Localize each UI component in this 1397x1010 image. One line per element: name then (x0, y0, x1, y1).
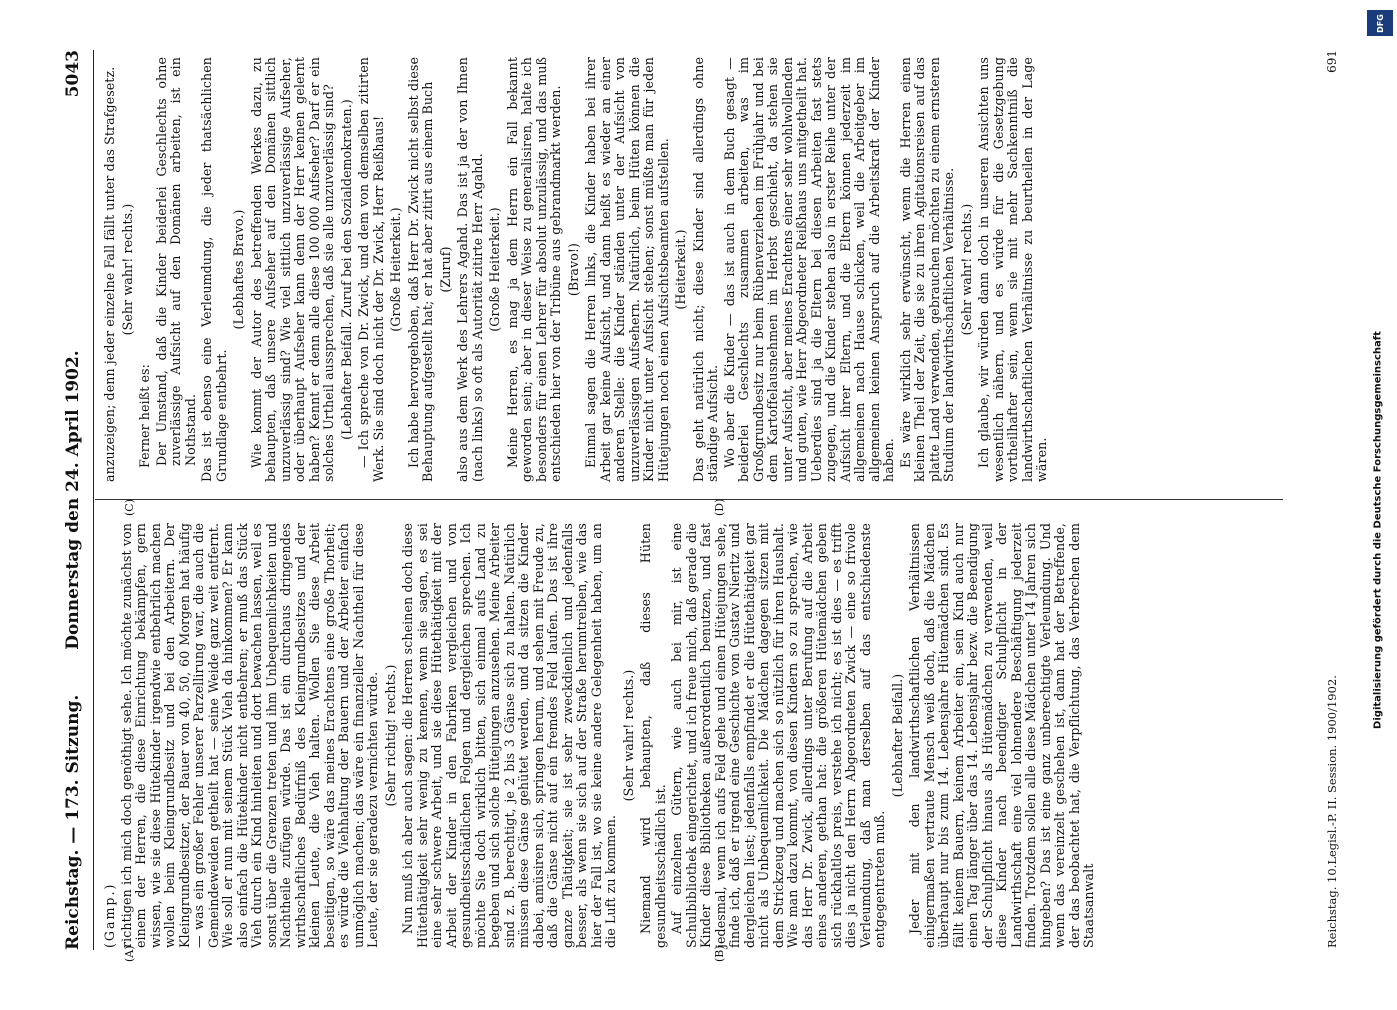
column-divider (95, 499, 1283, 500)
paragraph: Der Umstand, daß die Kinder beiderlei Geschlechts ohne zuverlässige Aufsicht auf den Domänen arbeiten, ist ein Nothstand. (153, 57, 198, 466)
paragraph: Einmal sagen die Herren links, die Kinder haben bei ihrer Arbeit gar keine Aufsicht, und dann heißt es wieder an einer anderen Stelle: die Kinder ständen unter der Aufsicht von unzuverlässigen Aufsehern. Natürlich, beim Hüten können die Kinder nicht unter Aufsicht stehen; sonst müßte man für jeden Hütejungen noch einen Aufsichtsbeamten aufstellen. (583, 57, 671, 482)
paragraph: Nun muß ich aber auch sagen: die Herren scheinen doch diese Hütethätigkeit sehr wenig zu kennen, wenn sie sagen, es sei eine sehr schwere Arbeit, und sie diese Hütethätigkeit mit der Arbeit der Kinder in den Fabriken vergleichen und von gesundheitsschädlichen Folgen und dergleichen sprechen. Ich möchte Sie doch wirklich bitten, sich einmal aufs Land zu begeben und sich solche Hütejungen anzusehen. Meine Arbeiter sind z. B. berechtigt, je 2 bis 3 Gänse sich zu halten. Natürlich müssen diese Gänse gehütet werden, und da sitzen die Kinder dabei, amüsiren sich, springen herum, und sehen mit Freude zu, daß die Gänse nicht auf ein fremdes Feld laufen. Das ist ihre ganze Thätigkeit; sie ist sehr zweckdienlich und jedenfalls besser, als wenn sie sich auf der Straße herumtreiben, wie das hier der Fall ist, wo sie keine andere Gelegenheit haben, um an die Luft zu kommen. (400, 523, 618, 948)
dfg-logo-icon (1367, 10, 1393, 36)
interjection: (Lebhafter Beifall.) (889, 673, 905, 798)
digitization-note (1365, 50, 1391, 1010)
paragraph: — Ich spreche von Dr. Zwick, und dem von demselben zitirten Werk. Sie sind doch nicht der Dr. Zwick, Herr Reißhaus! (356, 57, 386, 482)
digitization-note-text: Digitalisierung gefördert durch die Deutsche Forschungsgemeinschaft (1372, 331, 1384, 729)
paragraph: Das ist ebenso eine Verleumdung, die jeder thatsächlichen Grundlage entbehrt. (199, 57, 229, 482)
paragraph: Ich glaube, wir würden dann doch in unseren Ansichten uns wesentlich nähern, und es würde für die Gesetzgebung vortheilhafter sein, wenn sie mit mehr Sachkenntniß die landwirthschaftlichen Verhältnisse zu beurtheilen in der Lage wären. (976, 57, 1049, 482)
margin-mark-b: (B) (713, 945, 726, 962)
page-header (63, 50, 93, 950)
interjection: (Große Heiterkeit.) (487, 207, 502, 332)
interjection: (Sehr wahr! rechts.) (958, 203, 974, 336)
interjection: (Lebhaftes Bravo.) (231, 209, 246, 330)
rotated-page (53, 40, 1343, 960)
paragraph: Wo aber die Kinder — das ist auch in dem Buch gesagt — beiderlei Geschlechts zusammen arbeiten, was im Großgrundbesitz nur beim Rübenverziehen im Frühjahr und bei dem Kartoffelausnehmen im Herbst geschieht, da stehen sie unter Aufsicht, aber meines Erachtens einer sehr wohlwollenden und guten, wie Herr Abgeordneter Reißhaus uns mitgetheilt hat. Ueberdies sind ja die Eltern bei diesen Arbeiten fast stets zugegen, und die Kinder stehen also in erster Reihe unter der Aufsicht ihrer Eltern, und die Eltern können jederzeit im allgemeinen nach Hause schicken, weil die Arbeitgeber im allgemeinen keinen Anspruch auf die Arbeitskraft der Kinder haben. (721, 57, 896, 482)
header-rule (93, 50, 94, 950)
right-column (103, 57, 1052, 482)
paragraph: Wie kommt der Autor des betreffenden Werkes dazu, zu behaupten, daß unsere Aufseher auf den Domänen sittlich unzuverlässig sind? Wie viel sittlich unzuverlässige Aufseher, oder überhaupt Aufseher kann denn der Herr kennen gelernt haben? Kennt er denn alle diese 100 000 Aufseher? Darf er ein solches Urtheil aussprechen, daß sie alle unzuverlässig sind? (248, 57, 336, 482)
paragraph: anzuzeigen; denn jeder einzelne Fall fällt unter das Strafgesetz. (102, 66, 117, 482)
interjection: (Lebhafter Beifall. Zuruf bei den Sozialdemokraten.) (338, 99, 354, 440)
paragraph: Niemand wird behaupten, daß dieses Hüten gesundheitsschädlich ist. (638, 523, 668, 948)
paragraph: also aus dem Werk des Lehrers Agahd. Das ist ja der von Ihnen (nach links) so oft als Autorität zitirte Herr Agahd. (455, 57, 485, 482)
paragraph: Ferner heißt es: (137, 364, 152, 468)
footer-sheet-number: 691 (1325, 50, 1339, 73)
margin-mark-c: (C) (123, 499, 136, 516)
paragraph: richtigen ich mich doch genöthigt sehe. Ich möchte zunächst von einem der Herren, die diese Einrichtung bekämpfen, gern wissen, wie sie diese Hütekinder irgendwie entbehrlich machen wollen beim Kleingrundbesitz und bei den Arbeitern. Der Kleingrundbesitzer, der Bauer von 40, 50, 60 Morgen hat häufig — was ein großer Fehler unserer Parzellirung war, die auch die Gemeindeweiden getheilt hat — seine Weide ganz weit entfernt. Wie soll er nun mit seinem Stück Vieh da hinkommen? Er kann also einfach die Hütekinder nicht entbehren; er muß das Stück Vieh durch ein Kind hinleiten und dort bewachen lassen, weil es sonst über die Grenzen treten und ihm Unbequemlichkeiten und Nachtheile zufügen würde. Das ist ein durchaus dringendes wirthschaftliches Bedürfniß des Kleingrundbesitzes und der kleinen Leute, die Vieh halten. Wollen Sie diese Arbeit beseitigen, so wäre das meines Erachtens eine große Thorheit; es würde die Viehhaltung der Bauern und der Arbeiter einfach unmöglich machen; das wäre ein finanzieller Nachtheil für diese Leute, der sie geradezu vernichten würde. (118, 523, 380, 948)
left-column (103, 523, 1099, 948)
speaker-name: (Gamp.) (102, 882, 117, 948)
header-date: Donnerstag den 24. April 1902. (63, 350, 83, 650)
header-session: Reichstag. — 173. Sitzung. (63, 694, 83, 950)
margin-mark-a: (A) (123, 945, 136, 962)
paragraph: Das geht natürlich nicht; diese Kinder sind allerdings ohne ständige Aufsicht. (690, 57, 720, 482)
footer-legislature: Reichstag. 10.Legisl.-P. II. Session. 1900/1902. (1325, 675, 1339, 948)
interjection: (Sehr wahr! rechts.) (620, 669, 636, 802)
interjection: (Bravo!) (565, 242, 581, 297)
interjection: (Sehr richtig! rechts.) (382, 664, 398, 807)
interjection: (Große Heiterkeit.) (388, 207, 403, 332)
paragraph: Jeder mit den landwirthschaftlichen Verhältnissen einigermaßen vertraute Mensch weiß doch, daß die Mädchen überhaupt nur bis zum 14. Lebensjahre Hütemädchen sind. Es fällt keinem Bauern, keinem Arbeiter ein, sein Kind auch nur einen Tag länger über das 14. Lebensjahr bezw. die Beendigung der Schulpflicht hinaus als Hütemädchen zu verwenden, weil diese Kinder nach beendigter Schulpflicht in der Landwirthschaft eine viel lohnendere Beschäftigung jederzeit finden. Trotzdem sollen alle diese Mädchen unter 14 Jahren sich hingeben? Das ist eine ganz unberechtigte Verleumdung. Und wenn das vereinzelt geschehen ist, dann hat der Betreffende, der das beobachtet hat, die Verpflichtung, das Verbrechen dem Staatsanwalt (907, 523, 1096, 948)
dfg-logo-text: DFG (1375, 13, 1385, 33)
margin-mark-d: (D) (713, 498, 726, 516)
paragraph: Ich habe hervorgehoben, daß Herr Dr. Zwick nicht selbst diese Behauptung aufgestellt hat; er hat aber zitirt aus einem Buch (405, 57, 435, 482)
interjection: (Zuruf) (437, 246, 453, 293)
interjection: (Sehr wahr! rechts.) (119, 203, 135, 336)
paragraph: Meine Herren, es mag ja dem Herrn ein Fall bekannt geworden sein; aber in dieser Weise zu generalisiren, halte ich besonders für einen Lehrer für absolut unzulässig, und das muß entschieden hier von der Tribüne aus gebrandmarkt werden. (504, 57, 563, 482)
paragraph: Auf einzelnen Gütern, wie auch bei mir, ist eine Schulbibliothek eingerichtet, und ich freue mich, daß gerade die Kinder diese Bibliotheken außerordentlich benutzen, und fast jedesmal, wenn ich aufs Feld gehe und einen Hütejungen sehe, finde ich, daß er irgend eine Geschichte von Gustav Nieritz und dergleichen liest; jedenfalls empfindet er die Hütethätigkeit gar nicht als Unbequemlichkeit. Die Mädchen dagegen sitzen mit dem Strickzeug und machen sich so nützlich für ihren Haushalt. Wie man dazu kommt, von diesen Kindern so zu sprechen, wie das Herr Dr. Zwick, allerdings unter Berufung auf die Arbeit eines anderen, gethan hat: die größeren Hütemädchen geben sich rückhaltlos preis, verstehe ich nicht; es ist dies — es trifft dies ja nicht den Herrn Abgeordneten Zwick — eine so frivole Verleumdung, daß man derselben auf das entschiedenste entgegentreten muß. (669, 523, 887, 948)
paragraph: Es wäre wirklich sehr erwünscht, wenn die Herren einen kleinen Theil der Zeit, die sie zu ihren Agitationsreisen auf das platte Land verwenden, gebrauchen möchten zu einem ernsteren Studium der landwirthschaftlichen Verhältnisse. (897, 57, 956, 482)
interjection: (Heiterkeit.) (673, 229, 688, 310)
page-number: 5043 (63, 50, 83, 98)
